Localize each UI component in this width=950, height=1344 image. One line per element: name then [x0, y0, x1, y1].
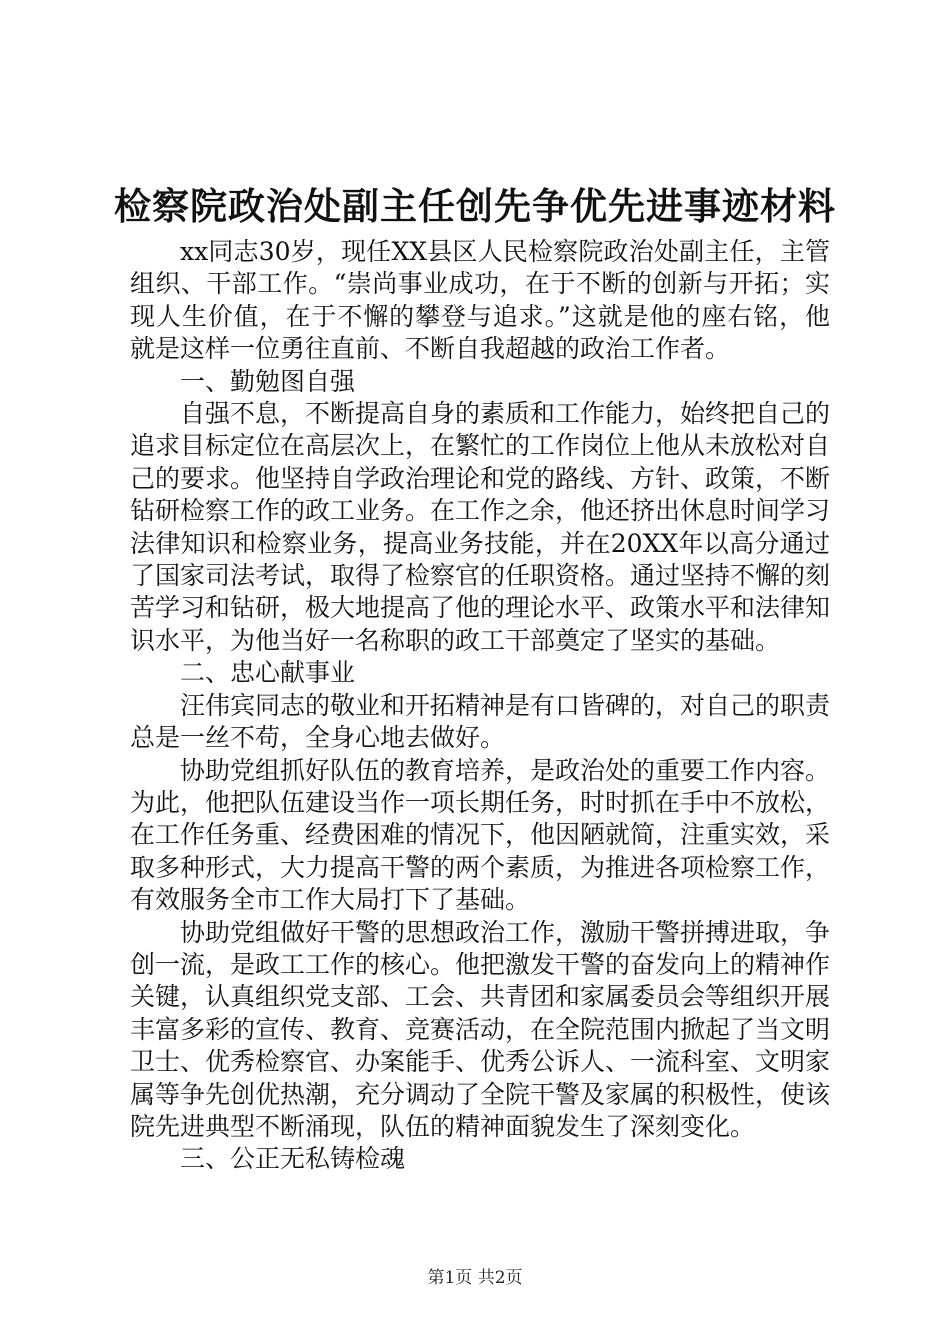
- page-footer: 第1页 共2页: [427, 1268, 523, 1288]
- document-body: [130, 236, 830, 1176]
- document-title: 检察院政治处副主任创先争优先进事迹材料: [114, 185, 836, 228]
- paragraph-ideological-work: 协助党组做好干警的思想政治工作，激励干警拼搏进取，争创一流，是政工工作的核心。他把激发干警的奋发向上的精神作关键，认真组织党支部、工会、共青团和家属委员会等组织开展丰富多彩的宣传、教育、竞赛活动，在全院范围内掀起了当文明卫士、优秀检察官、办案能手、优秀公诉人、一流科室、文明家属等争先创优热潮，充分调动了全院干警及家属的积极性，使该院先进典型不断涌现，队伍的精神面貌发生了深刻变化。: [130, 917, 831, 1141]
- paragraph-team-education: 协助党组抓好队伍的教育培养，是政治处的重要工作内容。为此，他把队伍建设当作一项长期任务，时时抓在手中不放松，在工作任务重、经费困难的情况下，他因陋就简，注重实效，采取多种形式，大力提高干警的两个素质，为推进各项检察工作，有效服务全市工作大局打下了基础。: [130, 755, 831, 915]
- paragraph-self-improvement: 自强不息，不断提高自身的素质和工作能力，始终把自己的追求目标定位在高层次上，在繁忙的工作岗位上他从未放松对自己的要求。他坚持自学政治理论和党的路线、方针、政策，不断钻研检察工作的政工业务。在工作之余，他还挤出休息时间学习法律知识和检察业务，提高业务技能，并在20XX年以高分通过了国家司法考试，取得了检察官的任职资格。通过坚持不懈的刻苦学习和钻研，极大地提高了他的理论水平、政策水平和法律知识水平，为他当好一名称职的政工干部奠定了坚实的基础。: [130, 399, 831, 655]
- section-heading-2: 二、忠心献事业: [180, 658, 356, 688]
- paragraph-intro: xx同志30岁，现任XX县区人民检察院政治处副主任，主管组织、干部工作。“崇尚事业成功，在于不断的创新与开拓；实现人生价值，在于不懈的攀登与追求。”这就是他的座右铭，他就是这样一位勇往直前、不断自我超越的政治工作者。: [130, 237, 830, 364]
- paragraph-dedication: 汪伟宾同志的敬业和开拓精神是有口皆碑的，对自己的职责总是一丝不苟，全身心地去做好。: [130, 690, 831, 753]
- section-heading-1: 一、勤勉图自强: [180, 366, 356, 396]
- section-heading-3: 三、公正无私铸检魂: [180, 1144, 406, 1174]
